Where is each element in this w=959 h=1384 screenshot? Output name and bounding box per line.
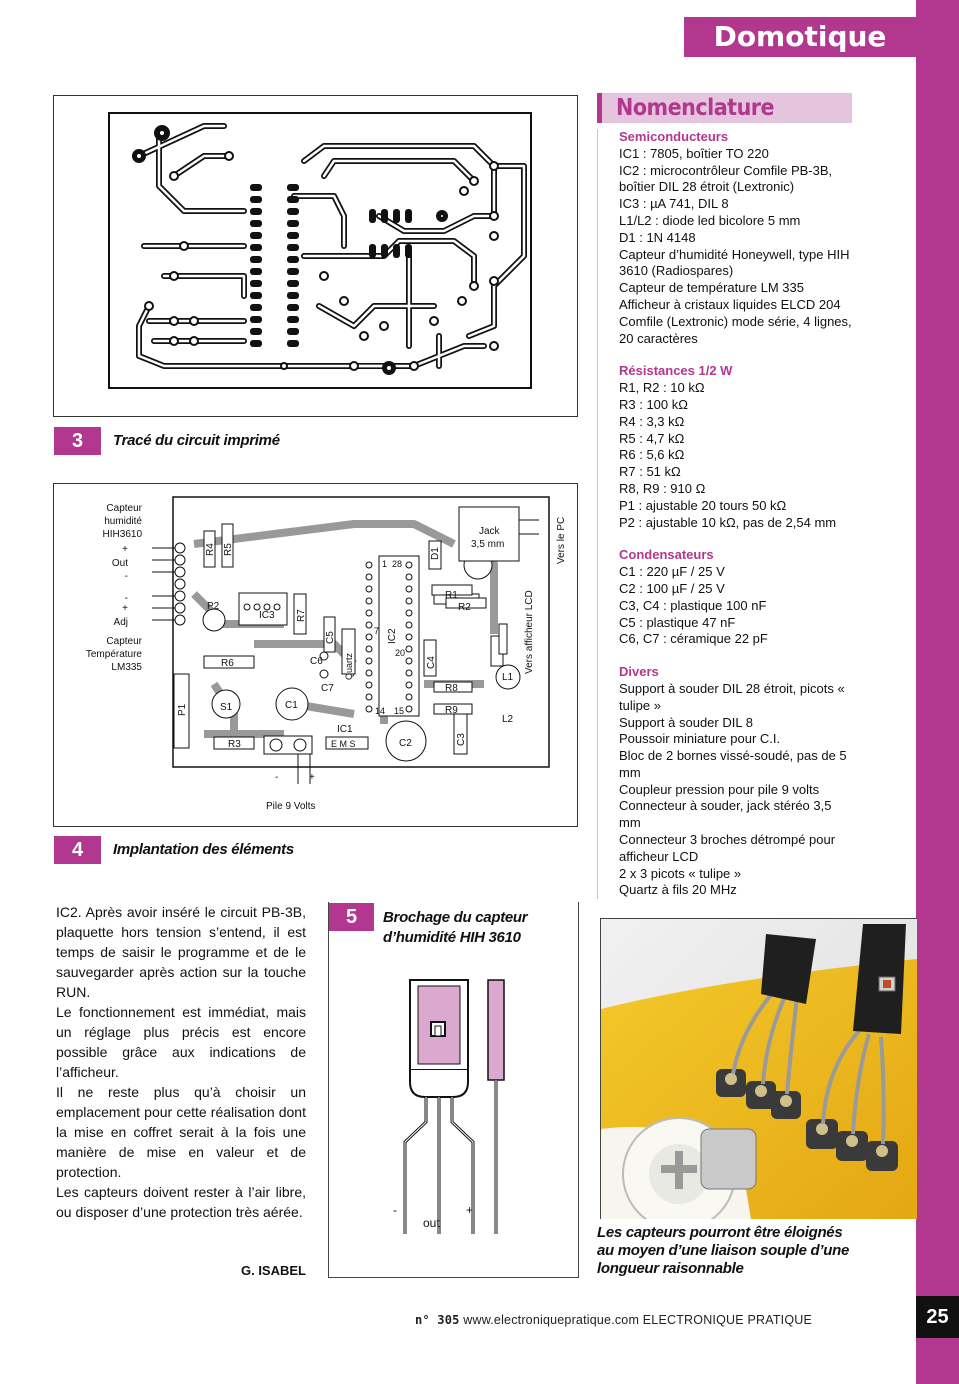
label-sensor-temp-3: LM335 — [111, 662, 142, 673]
nomenclature-item: R1, R2 : 10 kΩ — [619, 380, 705, 396]
label-bat-minus: - — [275, 772, 279, 783]
figure-5-caption-line-1: Brochage du capteur — [383, 909, 528, 926]
nomenclature-item: 2 x 3 picots « tulipe » — [619, 865, 742, 881]
nomenclature-item: Bloc de 2 bornes vissé-soudé, pas de 5 mm — [619, 748, 847, 780]
label-sensor-temp-1: Capteur — [106, 636, 142, 647]
page-footer — [415, 1313, 812, 1327]
label-quartz: Quartz — [344, 652, 354, 680]
label-ic2: IC2 — [387, 628, 398, 644]
nomenclature-item: R6 : 5,6 kΩ — [619, 447, 685, 463]
label-pin1: 1 — [382, 559, 388, 569]
label-c2: C2 — [399, 738, 412, 749]
label-c5: C5 — [325, 631, 336, 644]
label-d1: D1 — [430, 547, 441, 560]
figure-5-number: 5 — [329, 903, 374, 931]
nomenclature-item: IC1 : 7805, boîtier TO 220 — [619, 145, 769, 161]
pin-plus-label: + — [466, 1203, 474, 1217]
pcb-trace-drawing — [54, 96, 577, 416]
label-pin28: 28 — [392, 559, 403, 569]
label-minus-2: - — [124, 593, 128, 604]
component-layout-drawing — [54, 484, 577, 826]
label-adj: Adj — [113, 617, 128, 628]
nomenclature-item: Connecteur à souder, jack stéréo 3,5 mm — [619, 798, 832, 831]
label-r1: R1 — [445, 590, 458, 601]
footer-magazine: ELECTRONIQUE PRATIQUE — [642, 1313, 813, 1327]
label-sensor-temp-2: Température — [85, 649, 142, 660]
label-ic1: IC1 — [337, 724, 353, 735]
label-r3: R3 — [228, 739, 241, 750]
article-body — [56, 902, 306, 1222]
article-paragraph: Le fonctionnement est immédiat, mais un réglage plus précis est encore possible grâce aux indications de l’afficheur. — [56, 1004, 306, 1080]
label-s1: S1 — [220, 702, 233, 713]
label-sensor-hum-2: humidité — [104, 516, 142, 527]
figure-3-frame — [53, 95, 578, 417]
footer-website[interactable]: www.electroniquepratique.com — [463, 1313, 640, 1327]
article-author: G. ISABEL — [240, 1263, 306, 1278]
sensor-photo — [600, 918, 917, 1219]
label-p2: P2 — [207, 601, 220, 612]
nomenclature-item: Support à souder DIL 28 étroit, picots « tulipe » — [619, 680, 845, 713]
label-r7: R7 — [296, 609, 307, 622]
label-r2: R2 — [458, 602, 471, 613]
nomenclature-item: C6, C7 : céramique 22 pF — [619, 631, 768, 647]
label-jack-1: Jack — [479, 526, 500, 537]
label-pin7: 7 — [374, 626, 380, 636]
nomenclature-item: R3 : 100 kΩ — [619, 396, 688, 412]
nomenclature-item: Capteur d’humidité Honeywell, type HIH 3610 (Radiospares) — [619, 246, 850, 279]
label-r4: R4 — [205, 543, 216, 556]
label-c7: C7 — [321, 683, 334, 694]
photo-caption-line-1: Les capteurs pourront être éloignés — [597, 1224, 843, 1241]
sensor-photo-image — [601, 919, 917, 1219]
footer-issue: n° 305 — [415, 1313, 460, 1327]
nomenclature-item: Support à souder DIL 8 — [619, 714, 753, 730]
label-l2: L2 — [502, 714, 514, 725]
label-pin20: 20 — [395, 648, 406, 658]
sensor-pinout-drawing — [390, 972, 550, 1242]
section-title: Domotique — [684, 17, 916, 57]
label-r8: R8 — [445, 683, 458, 694]
label-to-lcd: Vers afficheur LCD — [524, 590, 535, 674]
nomenclature-item: C2 : 100 µF / 25 V — [619, 580, 725, 596]
figure-3-caption: Tracé du circuit imprimé — [113, 432, 280, 449]
label-p1: P1 — [177, 703, 188, 716]
nomenclature-item: C5 : plastique 47 nF — [619, 614, 736, 630]
nomenclature-item: R4 : 3,3 kΩ — [619, 413, 685, 429]
label-plus-1: + — [122, 544, 128, 555]
figure-4-frame — [53, 483, 578, 827]
figure-4-caption: Implantation des éléments — [113, 841, 294, 858]
label-r9: R9 — [445, 705, 458, 716]
article-paragraph: IC2. Après avoir inséré le circuit PB-3B, plaquette hors tension s’entend, il est temps de saisir le programme et de le sauvegarder après action sur la touche RUN. — [56, 904, 306, 1000]
nomenclature-item: R7 : 51 kΩ — [619, 464, 681, 480]
label-out: Out — [111, 558, 128, 569]
nomenclature-section-heading: Semiconducteurs — [619, 129, 729, 144]
label-ic1-pins: E M S — [331, 739, 356, 749]
nomenclature-gap — [619, 648, 852, 664]
nomenclature-item: P1 : ajustable 20 tours 50 kΩ — [619, 497, 787, 513]
nomenclature-box — [597, 93, 852, 899]
label-c4: C4 — [426, 656, 437, 669]
page-number: 25 — [916, 1296, 959, 1338]
nomenclature-section-heading: Résistances 1/2 W — [619, 363, 733, 379]
article-paragraph: Il ne reste plus qu’à choisir un emplacement pour cette réalisation dont la mise en coffret serait à la fois une manière de mise en valeur et de protection. — [56, 1084, 306, 1180]
label-sensor-hum-3: HIH3610 — [102, 529, 142, 540]
nomenclature-section-heading: Divers — [619, 664, 659, 680]
photo-caption-line-2: au moyen d’une liaison souple d’une — [597, 1242, 850, 1259]
label-ic3: IC3 — [259, 610, 275, 621]
nomenclature-item: C3, C4 : plastique 100 nF — [619, 597, 767, 613]
nomenclature-gap — [619, 347, 852, 363]
nomenclature-item: Capteur de température LM 335 — [619, 280, 804, 296]
label-minus-1: - — [124, 571, 128, 582]
label-l1: L1 — [502, 672, 514, 683]
label-sensor-hum-1: Capteur — [106, 503, 142, 514]
nomenclature-gap — [619, 531, 852, 547]
label-plus-2: + — [122, 603, 128, 614]
label-bat-plus: + — [309, 772, 315, 783]
page-sidebar-band — [916, 0, 959, 1384]
figure-5-caption-line-2: d’humidité HIH 3610 — [383, 929, 521, 946]
label-battery: Pile 9 Volts — [266, 801, 316, 812]
label-r5: R5 — [223, 543, 234, 556]
label-pin15: 15 — [394, 706, 405, 716]
photo-caption-line-3: longueur raisonnable — [597, 1260, 744, 1277]
figure-4-number: 4 — [54, 836, 101, 864]
nomenclature-item: Quartz à fils 20 MHz — [619, 882, 737, 898]
label-c3: C3 — [456, 733, 467, 746]
nomenclature-item: L1/L2 : diode led bicolore 5 mm — [619, 212, 801, 228]
figure-3-number: 3 — [54, 427, 101, 455]
nomenclature-item: Connecteur 3 broches détrompé pour afficheur LCD — [619, 832, 836, 864]
nomenclature-item: C1 : 220 µF / 25 V — [619, 564, 725, 580]
nomenclature-section-heading: Condensateurs — [619, 547, 714, 563]
pin-out-label: out — [423, 1216, 440, 1230]
nomenclature-title: Nomenclature — [597, 93, 852, 123]
label-c1: C1 — [285, 700, 298, 711]
nomenclature-item: Afficheur à cristaux liquides ELCD 204 Comfile (Lextronic) mode série, 4 lignes, 20 caractères — [619, 296, 852, 346]
nomenclature-item: R8, R9 : 910 Ω — [619, 480, 706, 496]
pin-minus-label: - — [393, 1203, 397, 1217]
article-paragraph: Les capteurs doivent rester à l’air libre, ou disposer d’une protection très aérée. — [56, 1184, 306, 1220]
label-r6: R6 — [221, 658, 234, 669]
label-to-pc: Vers le PC — [556, 516, 567, 564]
nomenclature-item: Poussoir miniature pour C.I. — [619, 731, 781, 747]
nomenclature-item: Coupleur pression pour pile 9 volts — [619, 781, 820, 797]
nomenclature-item: P2 : ajustable 10 kΩ, pas de 2,54 mm — [619, 514, 837, 530]
nomenclature-item: D1 : 1N 4148 — [619, 229, 696, 245]
label-pin14: 14 — [375, 706, 386, 716]
nomenclature-item: IC2 : microcontrôleur Comfile PB-3B, boîtier DIL 28 étroit (Lextronic) — [619, 162, 833, 195]
label-jack-2: 3,5 mm — [471, 539, 505, 550]
nomenclature-item: IC3 : µA 741, DIL 8 — [619, 196, 729, 212]
label-c6: C6 — [310, 656, 323, 667]
nomenclature-item: R5 : 4,7 kΩ — [619, 430, 685, 446]
nomenclature-body — [597, 129, 852, 899]
